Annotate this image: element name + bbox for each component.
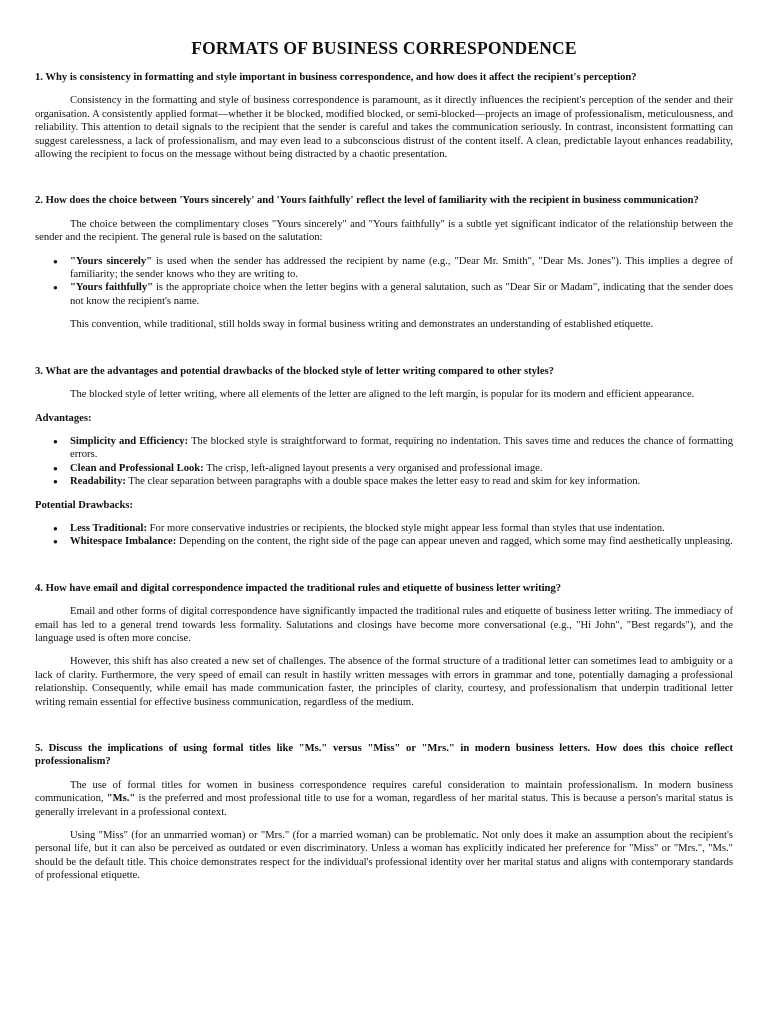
list-item: ● Simplicity and Efficiency: The blocked style is straightforward to format, requiring no indentation. This saves time and reduces the chance of formatting errors. bbox=[70, 435, 733, 462]
advantages-heading: Advantages: bbox=[35, 412, 92, 424]
section-3 bbox=[35, 365, 733, 549]
section-1 bbox=[35, 71, 733, 161]
section-2-bullet-list bbox=[35, 255, 733, 309]
list-item: ● "Yours sincerely" is used when the sender has addressed the recipient by name (e.g., "Dear Mr. Smith", "Dear Ms. Jones"). This implies a degree of familiarity; the sender knows who they are writing to. bbox=[70, 255, 733, 282]
drawbacks-list bbox=[35, 522, 733, 549]
advantages-list bbox=[35, 435, 733, 489]
section-5 bbox=[35, 742, 733, 883]
question-5: 5. Discuss the implications of using formal titles like "Ms." versus "Miss" or "Mrs." in modern business letters. How does this choice reflect professionalism? bbox=[35, 743, 733, 768]
section-1-paragraph-1: Consistency in the formatting and style of business correspondence is paramount, as it directly influences the recipient's perception of the sender and their organisation. A consistently applied format—whether it be blocked, modified blocked, or semi-blocked—projects an image of professionalism, meticulousness, and reliability. This attention to detail signals to the recipient that the sender is careful and takes the communication seriously. In contrast, inconsistent formatting can suggest carelessness, a lack of professionalism, and may even lead to a subconscious distrust of the content itself. A clean, predictable layout enhances readability, allowing the recipient to focus on the message without being distracted by a chaotic presentation. bbox=[35, 95, 733, 161]
section-2-paragraph-2: This convention, while traditional, still holds sway in formal business writing and demonstrates an understanding of established etiquette. bbox=[70, 319, 654, 331]
list-item: ● Less Traditional: For more conservative industries or recipients, the blocked style might appear less formal than styles that use indentation. bbox=[70, 522, 733, 535]
section-5-paragraph-1: The use of formal titles for women in business correspondence requires careful consideration to maintain professionalism. In modern business communication, "Ms." is the preferred and most professional title to use for a woman, regardless of her marital status. This is because a person's marital status is generally irrelevant in a professional context. bbox=[35, 779, 733, 818]
section-4-paragraph-1: Email and other forms of digital correspondence have significantly impacted the traditional rules and etiquette of business letter writing. The immediacy of email has led to a general trend towards less formality. Salutations and closings have become more conversational (e.g., "Hi John", "Best regards"), and the language used is often more concise. bbox=[35, 606, 733, 644]
document-title: FORMATS OF BUSINESS CORRESPONDENCE bbox=[191, 38, 577, 58]
section-2-paragraph-1: The choice between the complimentary closes "Yours sincerely" and "Yours faithfully" is a subtle yet significant indicator of the relationship between the sender and the recipient. The general rule is based on the salutation: bbox=[35, 218, 733, 244]
section-2 bbox=[35, 194, 733, 331]
drawbacks-heading: Potential Drawbacks: bbox=[35, 499, 133, 511]
section-4-paragraph-2: However, this shift has also created a new set of challenges. The absence of the formal structure of a traditional letter can sometimes lead to ambiguity or a lack of clarity. Furthermore, the very speed of email can result in hastily written messages with errors in grammar and tone, potentially damaging a professional relationship. Consequently, while email has made communication faster, the principles of clarity, courtesy, and professionalism that underpin traditional letter writing remain essential for effective business communication, regardless of the medium. bbox=[35, 656, 733, 708]
question-2: 2. How does the choice between 'Yours sincerely' and 'Yours faithfully' reflect the level of familiarity with the recipient in business communication? bbox=[35, 195, 699, 207]
list-item: ● Whitespace Imbalance: Depending on the content, the right side of the page can appear uneven and ragged, which some may find aesthetically unpleasing. bbox=[70, 535, 733, 548]
list-item: ● Clean and Professional Look: The crisp, left-aligned layout presents a very organised and professional image. bbox=[70, 462, 733, 475]
list-item: ● "Yours faithfully" is the appropriate choice when the letter begins with a general salutation, such as "Dear Sir or Madam", indicating that the sender does not know the recipient's name. bbox=[70, 281, 733, 308]
section-4 bbox=[35, 582, 733, 709]
list-item: ● Readability: The clear separation between paragraphs with a double space makes the letter easy to read and skim for key information. bbox=[70, 475, 733, 488]
question-3: 3. What are the advantages and potential drawbacks of the blocked style of letter writing compared to other styles? bbox=[35, 365, 554, 377]
section-3-paragraph-1: The blocked style of letter writing, where all elements of the letter are aligned to the left margin, is popular for its modern and efficient appearance. bbox=[70, 389, 695, 401]
question-1: 1. Why is consistency in formatting and style important in business correspondence, and how does it affect the recipient's perception? bbox=[35, 72, 637, 83]
section-5-paragraph-2: Using "Miss" (for an unmarried woman) or "Mrs." (for a married woman) can be problematic. Not only does it make an assumption about the recipient's personal life, but it can also be perceived as outdated or even discriminatory. Unless a woman has explicitly indicated her preference for "Miss" or "Mrs.", "Ms." should be the default title. This choice demonstrates respect for the individual's professional identity over her marital status and aligns with contemporary standards of professional etiquette. bbox=[35, 830, 733, 882]
question-4: 4. How have email and digital correspondence impacted the traditional rules and etiquette of business letter writing? bbox=[35, 582, 562, 594]
